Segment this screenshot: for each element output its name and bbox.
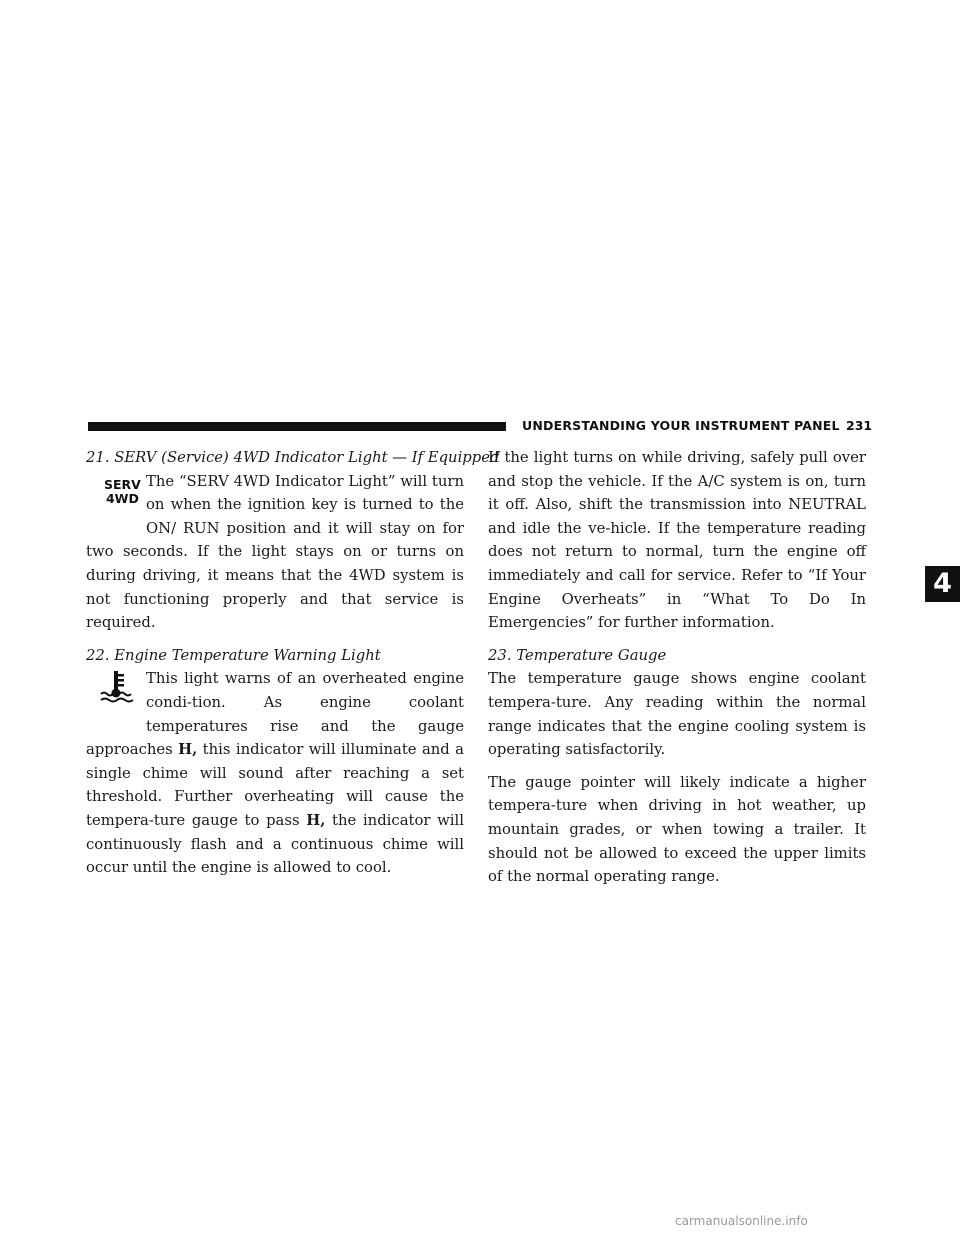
- temp-gauge-paragraph-1: The temperature gauge shows engine coolant tempera-ture. Any reading within the normal range indicates that the engine cooling system is operating satisfactorily.: [488, 670, 866, 759]
- engine-temp-continued: If the light turns on while driving, safely pull over and stop the vehicle. If the A/C system is on, turn it off. Also, shift the transmission into NEUTRAL and idle the ve-hicle. If the temperature reading does not return to normal, turn the engine off immediately and call for service. Refer to “If Your Engine Overheats” in “What To Do In Emergencies” for further information.: [488, 449, 866, 632]
- serv-4wd-description: The “SERV 4WD Indicator Light” will turn on when the ignition key is turned to the ON/ RUN position and it will stay on for two seconds. If the light stays on or turns on during driving, it means that the 4WD system is not functioning properly and that service is required.: [86, 472, 464, 632]
- chapter-tab: 4: [925, 566, 960, 602]
- left-column: [86, 446, 500, 880]
- watermark-link[interactable]: carmanualsonline.info: [675, 1214, 808, 1228]
- engine-coolant-temperature-icon: [86, 667, 146, 737]
- page-number: 231: [846, 418, 873, 433]
- section-heading-engine-temp: 22. Engine Temperature Warning Light: [86, 646, 381, 664]
- section-heading-temp-gauge: 23. Temperature Gauge: [488, 646, 667, 664]
- serv-4wd-icon-label: SERV 4WD: [104, 476, 141, 506]
- right-column: [488, 446, 866, 889]
- serv-4wd-icon: [86, 470, 146, 540]
- header-rule: [88, 422, 506, 431]
- temp-gauge-paragraph-2: The gauge pointer will likely indicate a higher tempera-ture when driving in hot weather, up mountain grades, or when towing a trailer. It should not be allowed to exceed the upper limits of the normal operating range.: [488, 773, 866, 886]
- engine-temp-description: This light warns of an overheated engine condi-tion. As engine coolant temperatures rise and the gauge approaches H, this indicator will illuminate and a single chime will sound after reaching a set threshold. Further overheating will cause the tempera-ture gauge to pass H, the indicator will continuously flash and a continuous chime will occur until the engine is allowed to cool.: [86, 670, 464, 877]
- running-header-title: UNDERSTANDING YOUR INSTRUMENT PANEL: [522, 418, 840, 433]
- section-heading-serv-4wd: 21. SERV (Service) 4WD Indicator Light — If Equipped: [86, 449, 500, 466]
